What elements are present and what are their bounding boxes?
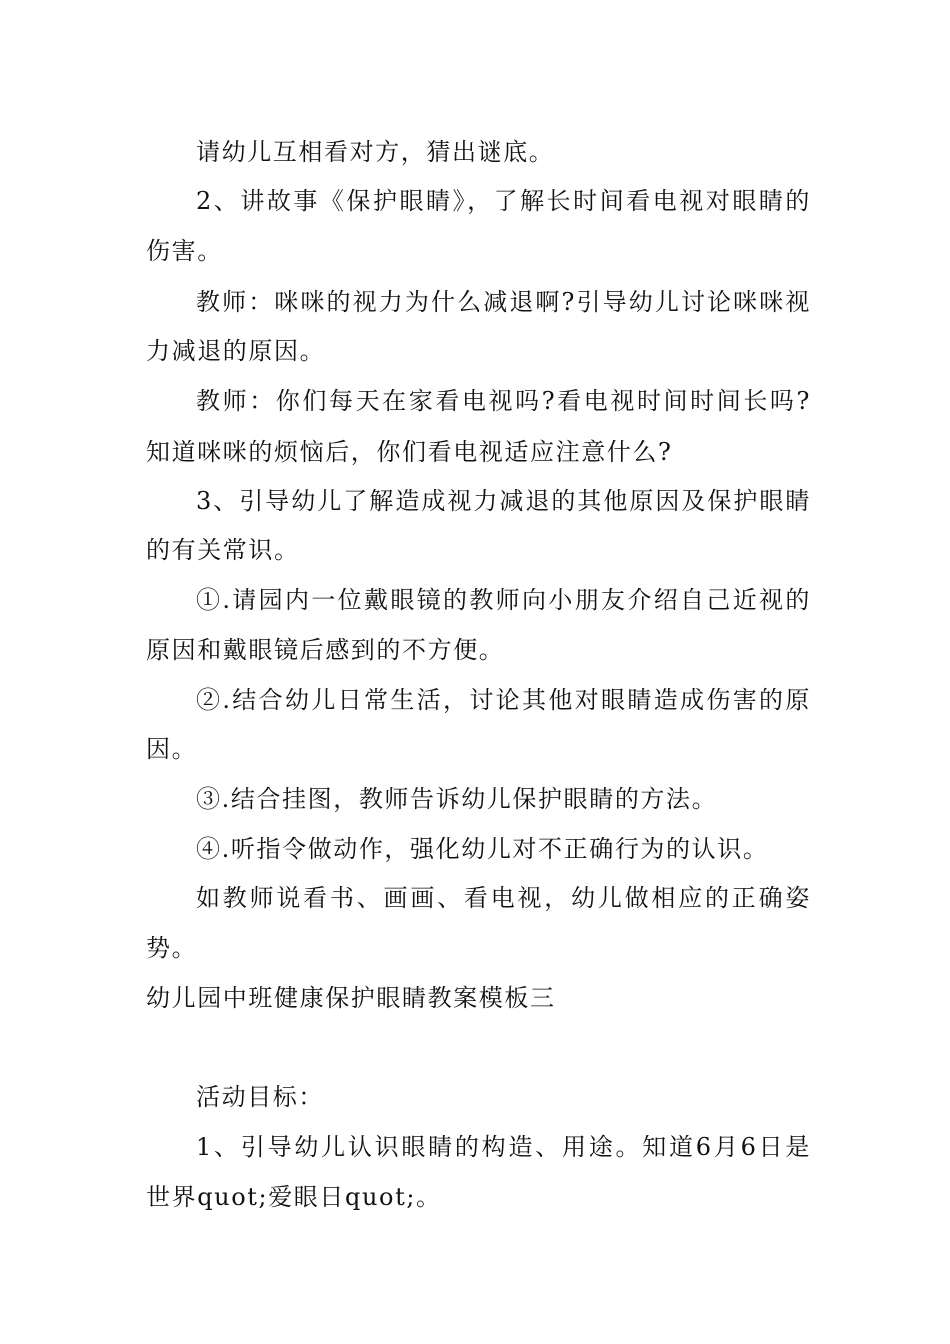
text-line: 原因和戴眼镜后感到的不方便。 xyxy=(146,636,505,664)
text-line: 的有关常识。 xyxy=(146,536,300,564)
text-line: 请幼儿互相看对方，猜出谜底。 xyxy=(196,138,555,166)
text-line: 3、引导幼儿了解造成视力减退的其他原因及保护眼睛 xyxy=(196,487,811,515)
text-line: 力减退的原因。 xyxy=(146,337,326,365)
text-line: 教师：咪咪的视力为什么减退啊?引导幼儿讨论咪咪视 xyxy=(196,288,811,316)
section-heading: 幼儿园中班健康保护眼睛教案模板三 xyxy=(146,984,556,1012)
text-line: 活动目标： xyxy=(196,1083,324,1111)
text-line: 2、讲故事《保护眼睛》，了解长时间看电视对眼睛的 xyxy=(196,187,811,215)
text-line: 1、引导幼儿认识眼睛的构造、用途。知道6月6日是 xyxy=(196,1133,811,1161)
text-line: ③.结合挂图，教师告诉幼儿保护眼睛的方法。 xyxy=(196,785,718,813)
text-line: 如教师说看书、画画、看电视，幼儿做相应的正确姿 xyxy=(196,884,811,912)
text-line: 教师：你们每天在家看电视吗?看电视时间时间长吗? xyxy=(196,387,811,415)
text-line: 势。 xyxy=(146,934,198,962)
text-line: 因。 xyxy=(146,735,198,763)
text-line: 伤害。 xyxy=(146,237,223,265)
text-line: ①.请园内一位戴眼镜的教师向小朋友介绍自己近视的 xyxy=(196,586,811,614)
text-line: 世界quot;爱眼日quot;。 xyxy=(146,1183,442,1211)
text-line: 知道咪咪的烦恼后，你们看电视适应注意什么? xyxy=(146,438,673,466)
text-line: ②.结合幼儿日常生活，讨论其他对眼睛造成伤害的原 xyxy=(196,686,811,714)
text-line: ④.听指令做动作，强化幼儿对不正确行为的认识。 xyxy=(196,835,769,863)
